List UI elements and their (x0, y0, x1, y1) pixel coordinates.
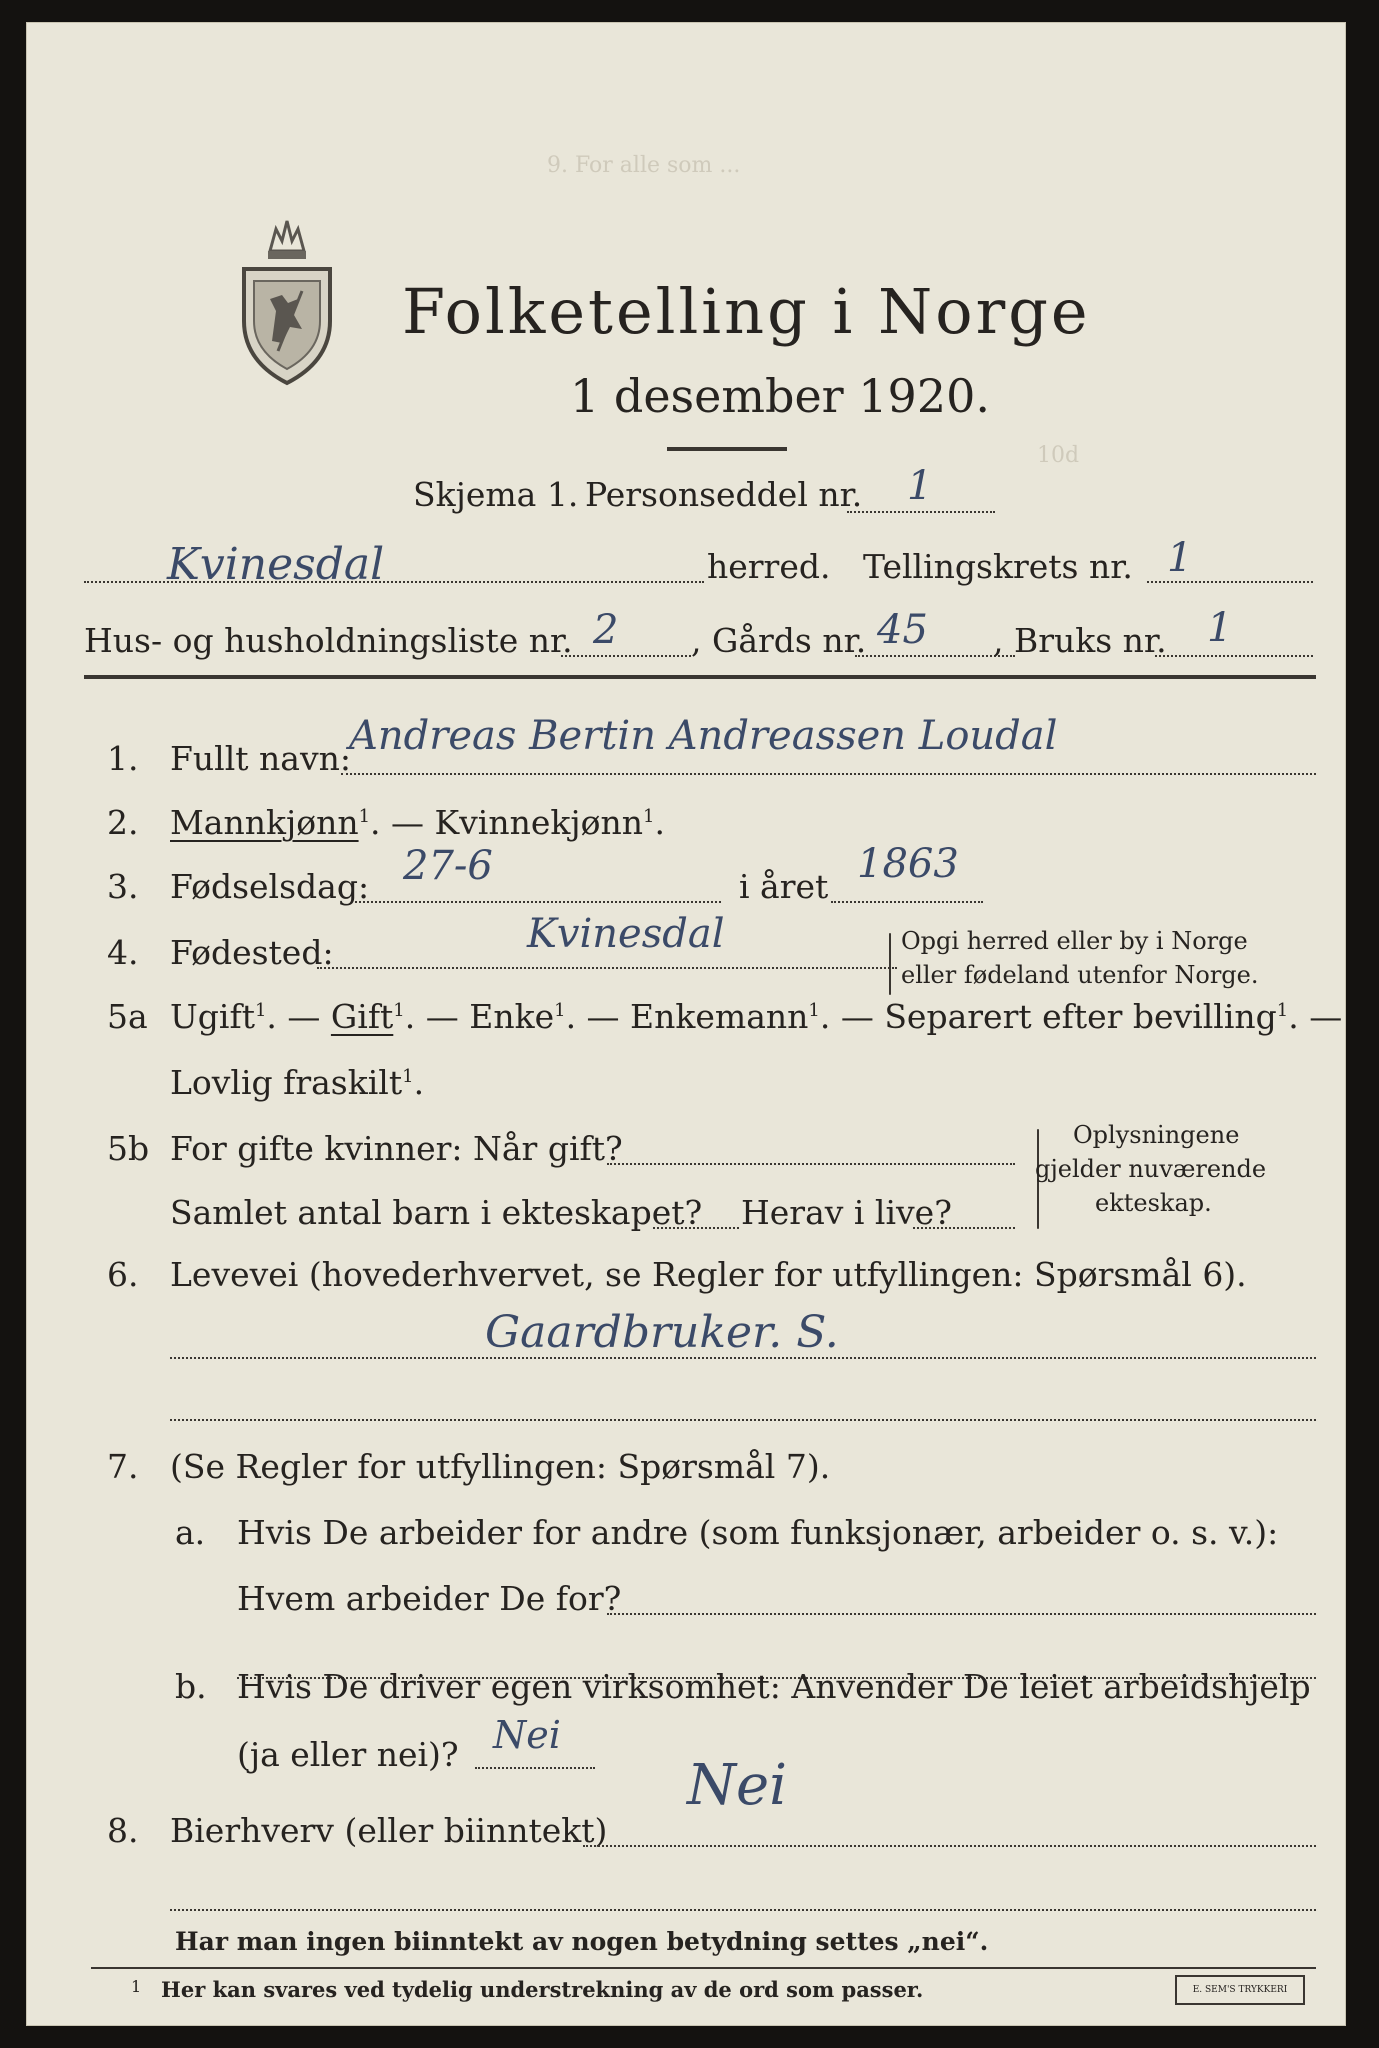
q6-number: 6. (107, 1255, 139, 1294)
q5b-label1: For gifte kvinner: Når gift? (170, 1129, 623, 1168)
q2-female-option: Kvinnekjønn (434, 803, 644, 842)
q2-options: Mannkjønn$^1$. — Kvinnekjønn$^1$. (170, 803, 665, 842)
q2-number: 2. (107, 803, 139, 842)
q7a-line1 (607, 1613, 1316, 1615)
q1-label: Fullt navn: (170, 739, 351, 778)
q7b-line (475, 1767, 595, 1769)
hus-line (561, 655, 691, 657)
bruks-line (1155, 655, 1313, 657)
personseddel-value: 1 (907, 463, 933, 509)
q5b-note-line1: Oplysningene (1073, 1121, 1240, 1149)
q8-line2 (170, 1909, 1316, 1911)
q1-value: Andreas Bertin Andreassen Loudal (349, 713, 1058, 759)
bruks-value: 1 (1207, 605, 1233, 651)
q7b-label1: Hvis De driver egen virksomhet: Anvender De leiet arbeidshjelp (237, 1667, 1311, 1706)
q5a-number: 5a (107, 997, 148, 1036)
q5a-gift-option: Gift (330, 997, 394, 1036)
q3-year-value: 1863 (857, 841, 959, 887)
q5a-line2: Lovlig fraskilt$^1$. (170, 1063, 425, 1102)
title-rule (667, 447, 787, 451)
herred-label: herred. (707, 547, 831, 586)
q7b-letter: b. (175, 1667, 207, 1706)
q5b-label3: Herav i live? (741, 1193, 952, 1232)
q3-number: 3. (107, 867, 139, 906)
q2-male-option: Mannkjønn (170, 803, 359, 842)
gards-value: 45 (877, 607, 928, 653)
q7-label: (Se Regler for utfyllingen: Spørsmål 7). (170, 1447, 831, 1486)
q5b-note-line3: ekteskap. (1095, 1189, 1212, 1217)
q6-label: Levevei (hovederhvervet, se Regler for utfyllingen: Spørsmål 6). (170, 1255, 1247, 1294)
q6-line2 (170, 1419, 1316, 1421)
footer-note: Har man ingen biinntekt av nogen betydning settes „nei“. (175, 1927, 989, 1956)
hus-label: Hus- og husholdningsliste nr. (84, 621, 573, 660)
q4-note-bracket (889, 933, 891, 995)
q5b-line2 (653, 1227, 739, 1229)
q6-value: Gaardbruker. S. (485, 1307, 839, 1358)
q4-label: Fødested: (170, 933, 334, 972)
tellingskrets-value: 1 (1167, 535, 1193, 581)
tellingskrets-label: Tellingskrets nr. (863, 547, 1133, 586)
q7b-label2: (ja eller nei)? (237, 1735, 459, 1774)
section-divider (84, 675, 1316, 679)
q8-number: 8. (107, 1811, 139, 1850)
q7b-value: Nei (493, 1713, 561, 1757)
hus-value: 2 (593, 607, 619, 653)
q1-line (341, 773, 1316, 775)
skjema-label: Skjema 1. (413, 475, 579, 514)
form-date: 1 desember 1920. (570, 369, 990, 423)
q7a-letter: a. (175, 1513, 206, 1552)
personseddel-label: Personseddel nr. (585, 475, 863, 514)
q7-number: 7. (107, 1447, 139, 1486)
bleed-through-text: 9. For alle som ... (547, 153, 741, 178)
coat-of-arms-icon (232, 211, 342, 391)
gards-line (855, 655, 1015, 657)
q5a-options: Ugift$^1$. — Gift$^1$. — Enke$^1$. — Enkemann$^1$. — Separert efter bevilling$^1$. — (170, 997, 1343, 1036)
q3-year-label: i året (739, 867, 829, 906)
census-form-page (26, 22, 1346, 2026)
footnote-mark: 1 (131, 1977, 142, 1996)
q4-value: Kvinesdal (527, 911, 725, 957)
printer-stamp: E. SEM'S TRYKKERI (1175, 1975, 1305, 2005)
q7a-label1: Hvis De arbeider for andre (som funksjonær, arbeider o. s. v.): (237, 1513, 1279, 1552)
q7a-label2: Hvem arbeider De for? (237, 1579, 622, 1618)
q5b-label2: Samlet antal barn i ekteskapet? (170, 1193, 703, 1232)
q8-label: Bierhverv (eller biinntekt) (170, 1811, 608, 1850)
q4-number: 4. (107, 933, 139, 972)
q8-value: Nei (687, 1753, 788, 1818)
q3-label: Fødselsdag: (170, 867, 370, 906)
bruks-label: , Bruks nr. (993, 621, 1167, 660)
q8-line1 (583, 1845, 1316, 1847)
herred-value: Kvinesdal (167, 539, 385, 590)
q6-line1 (170, 1357, 1316, 1359)
q5b-note-line2: gjelder nuværende (1035, 1155, 1267, 1183)
q4-line (317, 967, 897, 969)
q4-note-line1: Opgi herred eller by i Norge (901, 927, 1248, 955)
q1-number: 1. (107, 739, 139, 778)
tellingskrets-line (1147, 581, 1313, 583)
q3-value: 27-6 (403, 843, 493, 889)
q5b-line1 (607, 1163, 1015, 1165)
footnote-text: Her kan svares ved tydelig understrekning av de ord som passer. (161, 1977, 924, 2002)
footer-divider (91, 1967, 1316, 1969)
form-title: Folketelling i Norge (402, 275, 1091, 348)
gards-label: , Gårds nr. (691, 621, 867, 660)
q3-line (355, 901, 721, 903)
bleed-through-text: 10d (1037, 443, 1080, 468)
q4-note-line2: eller fødeland utenfor Norge. (901, 961, 1259, 989)
q5b-line3 (913, 1227, 1015, 1229)
personseddel-line (847, 511, 995, 513)
q5b-number: 5b (107, 1129, 150, 1168)
q3-year-line (831, 901, 983, 903)
